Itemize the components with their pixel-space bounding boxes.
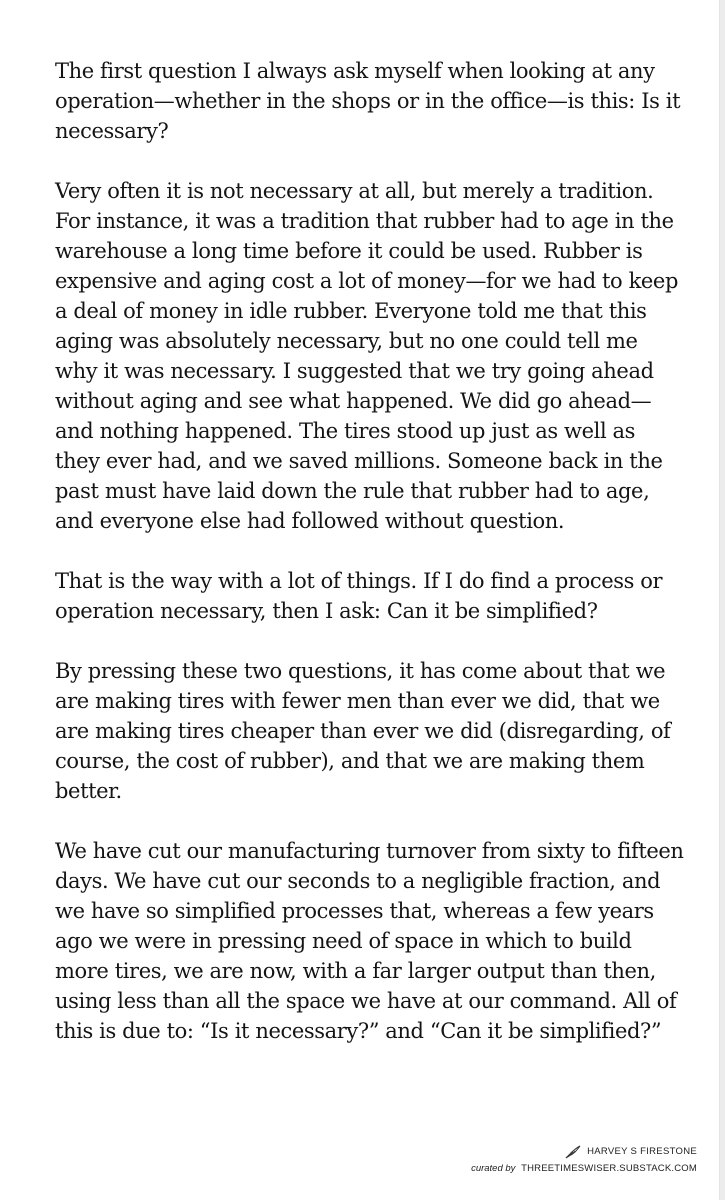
paragraph-3: That is the way with a lot of things. If I do find a process or operation necessary, then I ask: Can it be simplified? — [55, 569, 663, 623]
author-line — [471, 1143, 697, 1160]
site-link[interactable]: THREETIMESWISER.SUBSTACK.COM — [521, 1163, 697, 1174]
scrollbar-track[interactable] — [719, 0, 725, 1200]
paragraph-1: The first question I always ask myself when looking at any operation—whether in the shops or in the office—is this: Is it necessary? — [55, 59, 681, 143]
paragraph-4: By pressing these two questions, it has come about that we are making tires with fewer men than ever we did, that we are making tires cheaper than ever we did (disregarding, of course, the cost of rubber), and that we are making them better. — [55, 659, 671, 803]
paragraph-5: We have cut our manufacturing turnover from sixty to fifteen days. We have cut our seconds to a negligible fraction, and we have so simplified processes that, whereas a few years ago we were in pressing need of space in which to build more tires, we are now, with a far larger output than then, using less than all the space we have at our command. All of this is due to: “Is it necessary?” and “Can it be simplified?” — [55, 839, 684, 1043]
curated-by-label: curated by — [471, 1163, 516, 1174]
curated-line — [471, 1160, 697, 1177]
attribution-footer — [471, 1143, 697, 1177]
article-body — [55, 56, 685, 1076]
quill-icon — [565, 1145, 581, 1159]
paragraph-2: Very often it is not necessary at all, but merely a tradition. For instance, it was a tradition that rubber had to age in the warehouse a long time before it could be used. Rubber is expensive and aging cost a lot of money—for we had to keep a deal of money in idle rubber. Everyone told me that this aging was absolutely necessary, but no one could tell me why it was necessary. I suggested that we try going ahead without aging and see what happened. We did go ahead—and nothing happened. The tires stood up just as well as they ever had, and we saved millions. Someone back in the past must have laid down the rule that rubber had to age, and everyone else had followed without question. — [55, 179, 678, 533]
author-name: HARVEY S FIRESTONE — [587, 1146, 697, 1157]
